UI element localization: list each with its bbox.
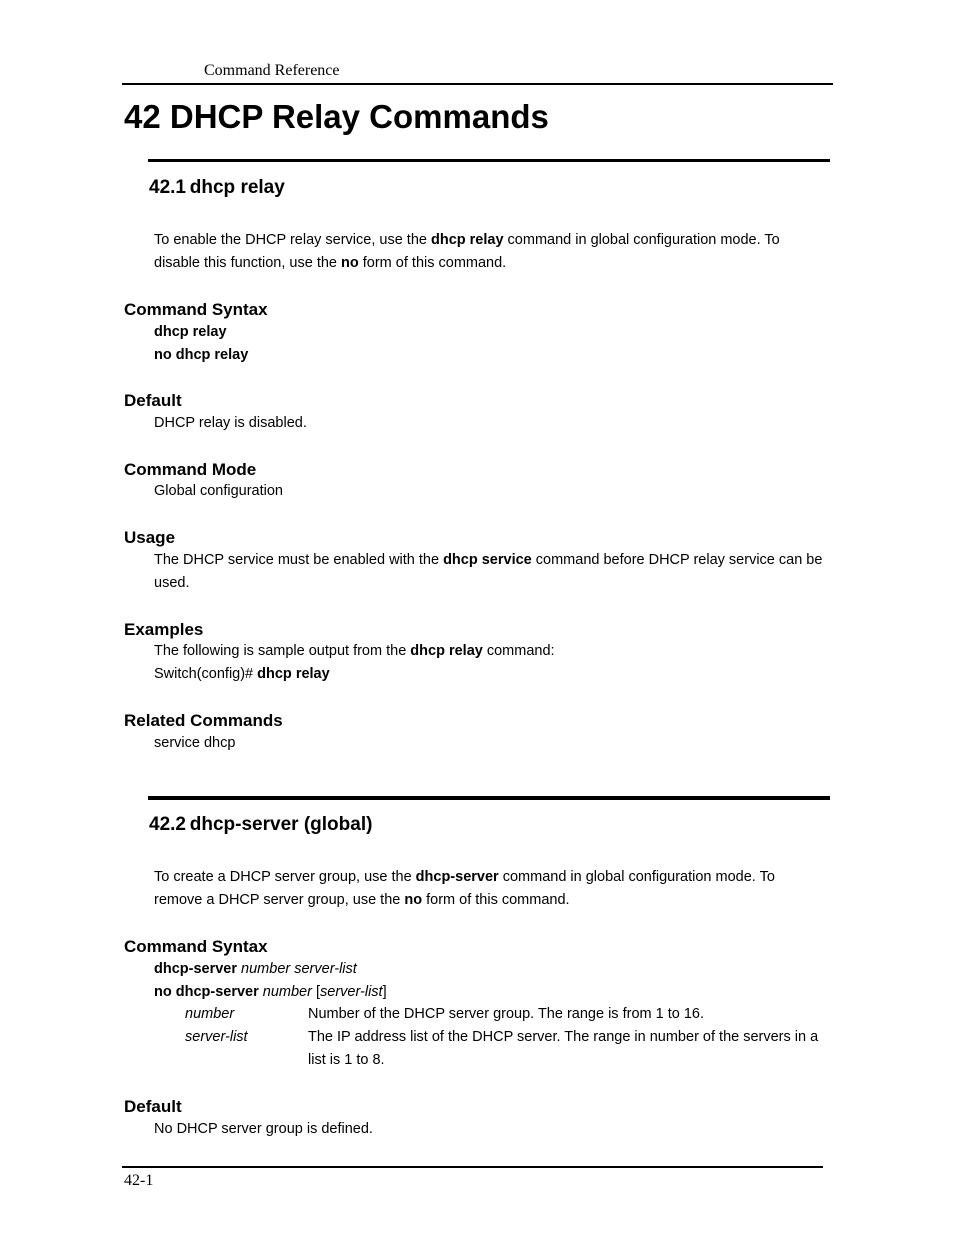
intro-line-2: remove a DHCP server group, use the no form of this command. bbox=[154, 892, 570, 908]
header-rule bbox=[122, 83, 833, 85]
intro-line-1: To enable the DHCP relay service, use the dhcp relay command in global configuration mode. To bbox=[154, 232, 780, 248]
example-command: Switch(config)# dhcp relay bbox=[154, 666, 330, 682]
examples-line-1: The following is sample output from the dhcp relay command: bbox=[154, 643, 555, 659]
param-name: server-list bbox=[185, 1029, 248, 1045]
syntax-line: no dhcp relay bbox=[154, 347, 249, 363]
section-title-dhcp-relay: 42.1 dhcp relay bbox=[149, 177, 285, 198]
default-heading: Default bbox=[124, 1097, 182, 1116]
related-commands-text: service dhcp bbox=[154, 735, 236, 751]
usage-heading: Usage bbox=[124, 528, 176, 547]
syntax-line: dhcp relay bbox=[154, 324, 227, 340]
command-mode-heading: Command Mode bbox=[124, 460, 257, 479]
related-commands-heading: Related Commands bbox=[124, 711, 283, 730]
usage-line-2: used. bbox=[154, 575, 190, 591]
command-syntax-heading: Command Syntax bbox=[124, 300, 268, 319]
syntax-line: dhcp-server number server-list bbox=[154, 961, 357, 977]
intro-line-2: disable this function, use the no form of this command. bbox=[154, 255, 507, 271]
param-name: number bbox=[185, 1006, 235, 1022]
section-rule-2 bbox=[148, 796, 830, 800]
page-number: 42-1 bbox=[124, 1172, 154, 1189]
param-desc: Number of the DHCP server group. The range is from 1 to 16. bbox=[308, 1006, 704, 1022]
section-title-dhcp-server: 42.2 dhcp-server (global) bbox=[149, 814, 373, 835]
examples-heading: Examples bbox=[124, 620, 204, 639]
param-desc-continued: list is 1 to 8. bbox=[308, 1052, 385, 1068]
footer-rule bbox=[122, 1166, 823, 1168]
usage-line-1: The DHCP service must be enabled with the dhcp service command before DHCP relay service can be bbox=[154, 552, 823, 568]
section-rule-1 bbox=[148, 159, 830, 162]
param-desc: The IP address list of the DHCP server. The range in number of the servers in a bbox=[308, 1029, 819, 1045]
intro-line-1: To create a DHCP server group, use the dhcp-server command in global configuration mode. To bbox=[154, 869, 775, 885]
chapter-title: 42 DHCP Relay Commands bbox=[124, 98, 549, 135]
command-mode-text: Global configuration bbox=[154, 483, 283, 499]
command-syntax-heading: Command Syntax bbox=[124, 937, 268, 956]
default-heading: Default bbox=[124, 391, 182, 410]
default-text: DHCP relay is disabled. bbox=[154, 415, 307, 431]
syntax-line: no dhcp-server number [server-list] bbox=[154, 984, 387, 1000]
running-header: Command Reference bbox=[204, 62, 340, 79]
default-text: No DHCP server group is defined. bbox=[154, 1121, 373, 1137]
